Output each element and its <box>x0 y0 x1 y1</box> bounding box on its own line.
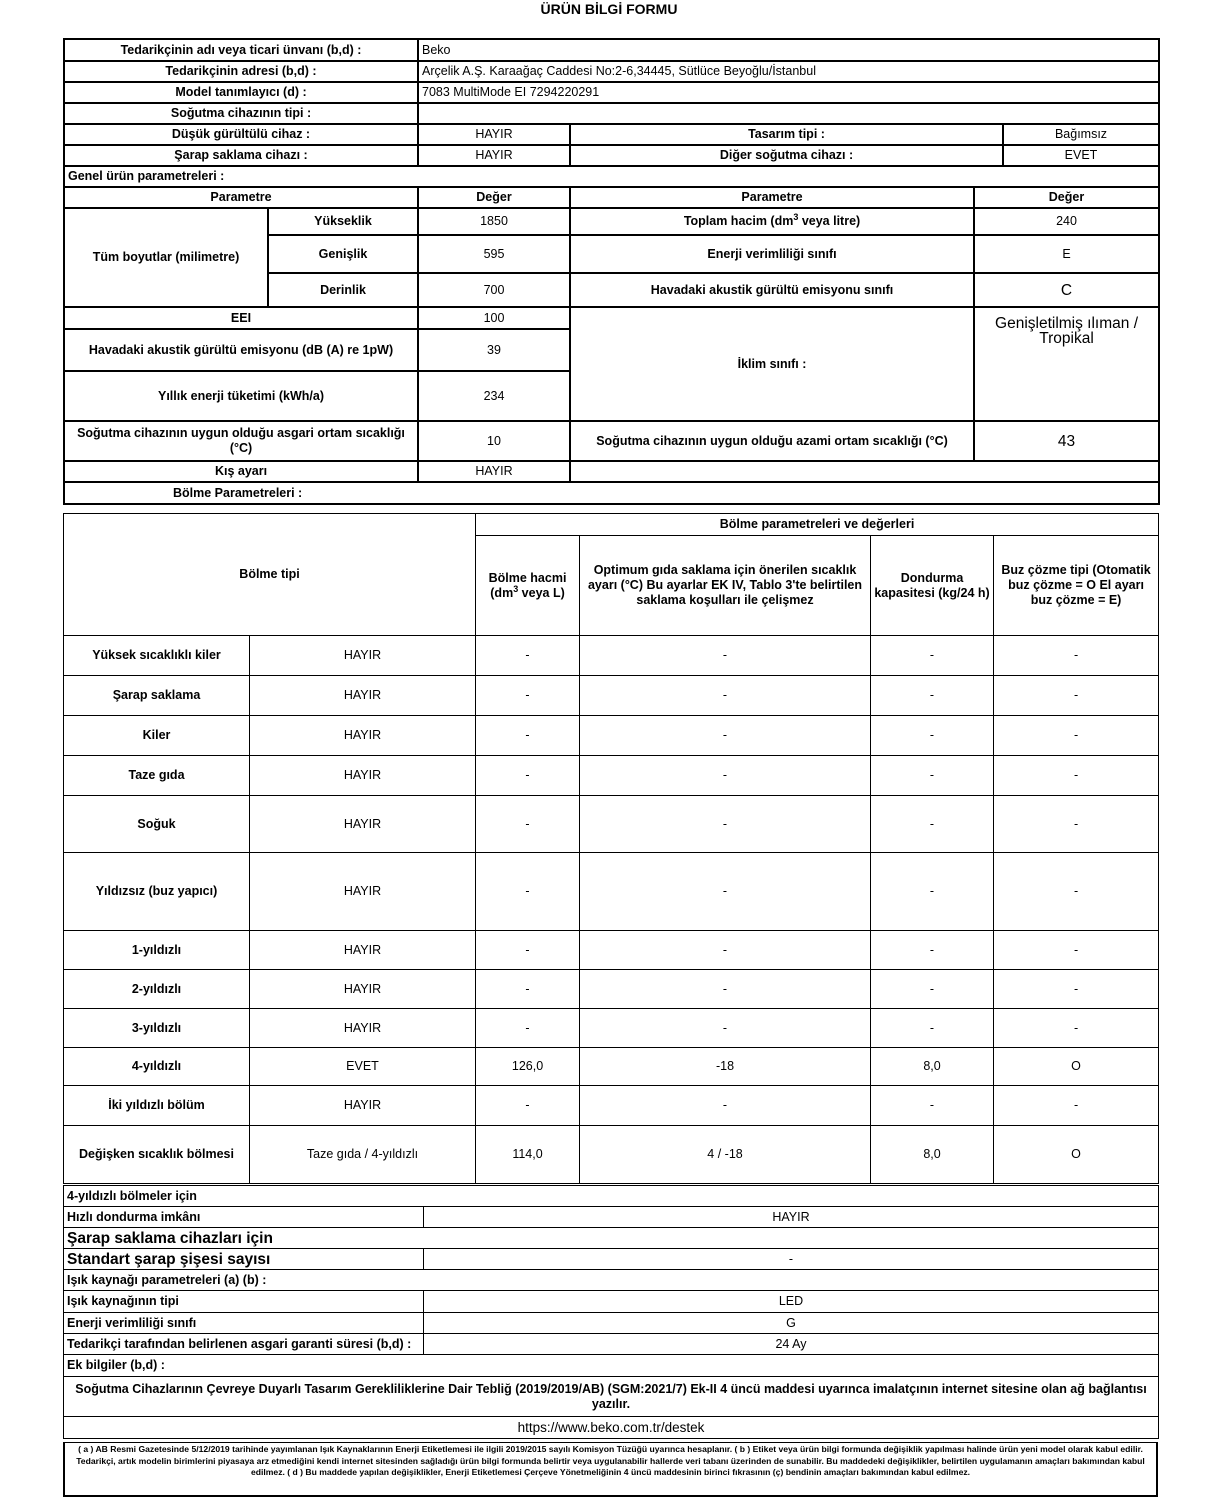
light-type-value: LED <box>424 1291 1159 1313</box>
compartment-freeze: - <box>871 716 994 756</box>
compartment-present: HAYIR <box>250 676 476 716</box>
compartment-volume: 114,0 <box>476 1126 580 1184</box>
annual-energy-value: 234 <box>418 371 570 421</box>
compartment-defrost: - <box>994 970 1159 1009</box>
compartment-freeze: 8,0 <box>871 1126 994 1184</box>
compartment-defrost: O <box>994 1126 1159 1184</box>
general-params-header: Genel ürün parametreleri : <box>64 166 1159 187</box>
supplier-address-label: Tedarikçinin adresi (b,d) : <box>64 61 418 82</box>
product-info-table <box>63 38 1160 505</box>
compartment-temp: - <box>580 1009 871 1048</box>
light-type-label: Işık kaynağının tipi <box>64 1291 424 1313</box>
energy-class-label: Enerji verimliliği sınıfı <box>570 235 974 273</box>
model-value: 7083 MultiMode EI 7294220291 <box>418 82 1159 103</box>
min-temp-label: Soğutma cihazının uygun olduğu asgari ortam sıcaklığı (°C) <box>64 421 418 461</box>
eei-value: 100 <box>418 307 570 329</box>
compartment-volume: - <box>476 970 580 1009</box>
compartment-temp: - <box>580 970 871 1009</box>
compartment-name: Taze gıda <box>64 756 250 796</box>
compartment-defrost: O <box>994 1048 1159 1086</box>
depth-value: 700 <box>418 273 570 307</box>
wine-bottles-label: Standart şarap şişesi sayısı <box>64 1249 424 1270</box>
device-type-label: Soğutma cihazının tipi : <box>64 103 418 124</box>
compartment-defrost: - <box>994 853 1159 931</box>
noise-class-label: Havadaki akustik gürültü emisyonu sınıfı <box>570 273 974 307</box>
compartment-freeze: - <box>871 970 994 1009</box>
height-label: Yükseklik <box>268 208 418 235</box>
volume-header: Bölme hacmi ($dm^3$ veya L) <box>476 536 580 636</box>
other-device-label: Diğer soğutma cihazı : <box>570 145 1003 166</box>
compartment-freeze: - <box>871 756 994 796</box>
warranty-value: 24 Ay <box>424 1334 1159 1355</box>
warranty-label: Tedarikçi tarafından belirlenen asgari garanti süresi (b,d) : <box>64 1334 424 1355</box>
wine-bottles-value: - <box>424 1249 1159 1270</box>
device-type-value <box>418 103 1159 124</box>
support-url-link[interactable]: https://www.beko.com.tr/destek <box>64 1417 1159 1439</box>
compartment-temp: - <box>580 756 871 796</box>
compartment-temp: - <box>580 676 871 716</box>
regulation-text: Soğutma Cihazlarının Çevreye Duyarlı Tasarım Gerekliliklerine Dair Tebliğ (2019/2019/AB) (SGM:2021/7) Ek-II 4 üncü maddesi uyarınca imalatçının internet sitesine olan ağ bağlantısı yazılır. <box>64 1377 1159 1417</box>
low-noise-value: HAYIR <box>418 124 570 145</box>
compartment-name: Yüksek sıcaklıklı kiler <box>64 636 250 676</box>
total-volume-value: 240 <box>974 208 1159 235</box>
supplier-name-label: Tedarikçinin adı veya ticari ünvanı (b,d) : <box>64 39 418 61</box>
compartment-freeze: - <box>871 636 994 676</box>
table-row <box>64 796 1159 853</box>
light-class-value: G <box>424 1313 1159 1334</box>
compartment-defrost: - <box>994 756 1159 796</box>
supplier-address-value: Arçelik A.Ş. Karaağaç Caddesi No:2-6,34445, Sütlüce Beyoğlu/İstanbul <box>418 61 1159 82</box>
model-label: Model tanımlayıcı (d) : <box>64 82 418 103</box>
compartment-volume: - <box>476 1086 580 1126</box>
fast-freeze-value: HAYIR <box>424 1207 1159 1228</box>
compartment-volume: - <box>476 756 580 796</box>
compartment-freeze: - <box>871 1009 994 1048</box>
compartment-present: HAYIR <box>250 796 476 853</box>
compartment-present: HAYIR <box>250 1009 476 1048</box>
compartment-present: HAYIR <box>250 1086 476 1126</box>
climate-class-label: İklim sınıfı : <box>570 307 974 421</box>
param-header-left: Parametre <box>64 187 418 208</box>
compartment-name: 2-yıldızlı <box>64 970 250 1009</box>
compartment-defrost: - <box>994 1086 1159 1126</box>
compartment-volume: - <box>476 931 580 970</box>
compartment-params-header: Bölme Parametreleri : <box>64 482 1159 504</box>
design-type-label: Tasarım tipi : <box>570 124 1003 145</box>
table-row <box>64 1009 1159 1048</box>
compartment-name: Soğuk <box>64 796 250 853</box>
compartment-freeze: - <box>871 676 994 716</box>
compartment-temp: -18 <box>580 1048 871 1086</box>
compartment-name: Kiler <box>64 716 250 756</box>
compartment-present: HAYIR <box>250 756 476 796</box>
dimensions-label: Tüm boyutlar (milimetre) <box>64 208 268 307</box>
wine-device-label: Şarap saklama cihazı : <box>64 145 418 166</box>
compartment-freeze: 8,0 <box>871 1048 994 1086</box>
table-row <box>64 716 1159 756</box>
compartment-present: Taze gıda / 4-yıldızlı <box>250 1126 476 1184</box>
additional-info-label: Ek bilgiler (b,d) : <box>64 1355 1159 1377</box>
extra-info-table <box>63 1185 1159 1439</box>
compartment-defrost: - <box>994 1009 1159 1048</box>
compartment-temp: - <box>580 796 871 853</box>
compartment-present: EVET <box>250 1048 476 1086</box>
footnote: ( a ) AB Resmi Gazetesinde 5/12/2019 tarihinde yayımlanan Işık Kaynaklarının Enerji Etiketlemesi ile ilgili 2019/2015 sayılı Komisyon Tüzüğü uyarınca hesaplanır. ( b ) Etiket veya ürün bilgi formunda değişiklik yapılması halinde ürün yeni model olarak kabul edilir. Tedarikçi, artık modelin birimlerini piyasaya arz etmediğini kendi internet sitesinden sağladığı ürün bilgi formunda belirtir veya uygulanabilir hallerde veri tabanı üzerinden de sunabilir. Bu maddedeki değişiklikler, belirtilen uygulamanın amaçları bakımından kabul edilmez. ( d ) Bu maddede yapılan değişiklikler, Enerji Etiketlemesi Çerçeve Yönetmeliğinin 4 üncü maddesinin birinci fıkrasının (ç) bendinin amaçları bakımından kabul edilmez. <box>63 1442 1158 1497</box>
compartment-defrost: - <box>994 796 1159 853</box>
annual-energy-label: Yıllık enerji tüketimi (kWh/a) <box>64 371 418 421</box>
climate-class-value: Genişletilmiş ılıman / Tropikal <box>974 307 1159 421</box>
wine-section-label: Şarap saklama cihazları için <box>64 1228 1159 1249</box>
defrost-header: Buz çözme tipi (Otomatik buz çözme = O El ayarı buz çözme = E) <box>994 536 1159 636</box>
compartment-rows <box>64 636 1159 1184</box>
total-volume-label: Toplam hacim ($dm^3$ veya litre) <box>570 208 974 235</box>
compartment-present: HAYIR <box>250 636 476 676</box>
design-type-value: Bağımsız <box>1003 124 1159 145</box>
winter-setting-label: Kış ayarı <box>64 461 418 482</box>
width-value: 595 <box>418 235 570 273</box>
compartment-volume: 126,0 <box>476 1048 580 1086</box>
winter-setting-value: HAYIR <box>418 461 570 482</box>
noise-db-label: Havadaki akustik gürültü emisyonu (dB (A) re 1pW) <box>64 329 418 371</box>
compartment-freeze: - <box>871 1086 994 1126</box>
compartment-present: HAYIR <box>250 931 476 970</box>
compartment-temp: - <box>580 716 871 756</box>
compartment-freeze: - <box>871 931 994 970</box>
compartment-name: İki yıldızlı bölüm <box>64 1086 250 1126</box>
table-row <box>64 676 1159 716</box>
page-title: ÜRÜN BİLGİ FORMU <box>540 1 678 17</box>
fast-freeze-label: Hızlı dondurma imkânı <box>64 1207 424 1228</box>
winter-setting-empty <box>570 461 1159 482</box>
energy-class-value: E <box>974 235 1159 273</box>
table-row <box>64 931 1159 970</box>
supplier-name-value: Beko <box>418 39 1159 61</box>
table-row <box>64 756 1159 796</box>
four-star-section-label: 4-yıldızlı bölmeler için <box>64 1186 1159 1207</box>
compartment-temp: - <box>580 931 871 970</box>
compartment-name: 1-yıldızlı <box>64 931 250 970</box>
width-label: Genişlik <box>268 235 418 273</box>
compartment-freeze: - <box>871 796 994 853</box>
value-header-left: Değer <box>418 187 570 208</box>
table-row <box>64 970 1159 1009</box>
min-temp-value: 10 <box>418 421 570 461</box>
compartment-name: 4-yıldızlı <box>64 1048 250 1086</box>
compartment-freeze: - <box>871 853 994 931</box>
table-row <box>64 636 1159 676</box>
table-row <box>64 1048 1159 1086</box>
compartment-defrost: - <box>994 716 1159 756</box>
compartment-volume: - <box>476 1009 580 1048</box>
light-section-label: Işık kaynağı parametreleri (a) (b) : <box>64 1270 1159 1291</box>
compartment-name: 3-yıldızlı <box>64 1009 250 1048</box>
compartment-present: HAYIR <box>250 853 476 931</box>
compartment-table <box>63 513 1159 1184</box>
max-temp-label: Soğutma cihazının uygun olduğu azami ortam sıcaklığı (°C) <box>570 421 974 461</box>
compartment-type-header: Bölme tipi <box>64 514 476 636</box>
temp-header: Optimum gıda saklama için önerilen sıcaklık ayarı (°C) Bu ayarlar EK IV, Tablo 3'te belirtilen saklama koşulları ile çelişmez <box>580 536 871 636</box>
compartment-defrost: - <box>994 676 1159 716</box>
compartment-volume: - <box>476 676 580 716</box>
low-noise-label: Düşük gürültülü cihaz : <box>64 124 418 145</box>
freeze-header: Dondurma kapasitesi (kg/24 h) <box>871 536 994 636</box>
table-row <box>64 1086 1159 1126</box>
table-row <box>64 853 1159 931</box>
compartment-present: HAYIR <box>250 970 476 1009</box>
param-header-right: Parametre <box>570 187 974 208</box>
compartment-present: HAYIR <box>250 716 476 756</box>
compartment-values-header: Bölme parametreleri ve değerleri <box>476 514 1159 536</box>
other-device-value: EVET <box>1003 145 1159 166</box>
compartment-temp: 4 / -18 <box>580 1126 871 1184</box>
noise-class-value: C <box>974 273 1159 307</box>
compartment-name: Değişken sıcaklık bölmesi <box>64 1126 250 1184</box>
eei-label: EEI <box>64 307 418 329</box>
compartment-volume: - <box>476 853 580 931</box>
compartment-name: Şarap saklama <box>64 676 250 716</box>
compartment-temp: - <box>580 1086 871 1126</box>
light-class-label: Enerji verimliliği sınıfı <box>64 1313 424 1334</box>
compartment-defrost: - <box>994 931 1159 970</box>
max-temp-value: 43 <box>974 421 1159 461</box>
depth-label: Derinlik <box>268 273 418 307</box>
compartment-defrost: - <box>994 636 1159 676</box>
value-header-right: Değer <box>974 187 1159 208</box>
compartment-volume: - <box>476 716 580 756</box>
compartment-volume: - <box>476 796 580 853</box>
noise-db-value: 39 <box>418 329 570 371</box>
compartment-name: Yıldızsız (buz yapıcı) <box>64 853 250 931</box>
compartment-volume: - <box>476 636 580 676</box>
wine-device-value: HAYIR <box>418 145 570 166</box>
compartment-temp: - <box>580 636 871 676</box>
table-row <box>64 1126 1159 1184</box>
compartment-temp: - <box>580 853 871 931</box>
height-value: 1850 <box>418 208 570 235</box>
